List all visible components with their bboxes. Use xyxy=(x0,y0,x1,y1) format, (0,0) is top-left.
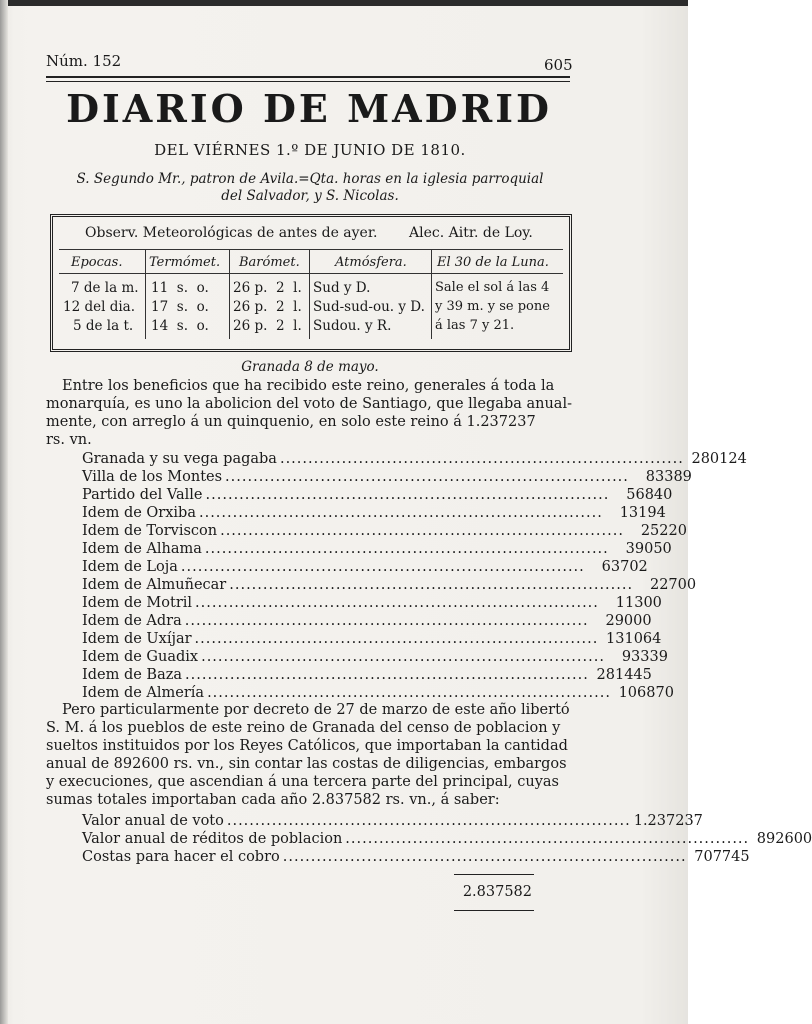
place-name: Idem de Almuñecar xyxy=(82,577,227,593)
list-item xyxy=(82,683,674,701)
list-item xyxy=(82,467,692,485)
row-1-atmos: Sud y D. xyxy=(313,280,371,296)
row-3-atmos: Sudou. y R. xyxy=(313,318,392,334)
summary-amount: 1.237237 xyxy=(633,813,703,829)
leader-dots: ........................................................................ xyxy=(198,505,603,521)
leader-dots: ........................................................................ xyxy=(185,667,589,683)
weather-col-divider xyxy=(309,249,310,339)
leader-dots: ........................................................................ xyxy=(229,577,634,593)
article-intro xyxy=(46,377,572,449)
list-item xyxy=(82,593,662,611)
col-termometro: Termómet. xyxy=(149,255,221,270)
row-1-baro: 26 p. 2 l. xyxy=(233,280,302,296)
weather-rule-top xyxy=(59,249,563,250)
leader-dots: ........................................................................ xyxy=(220,523,624,539)
list-item xyxy=(82,665,652,683)
place-name: Idem de Torviscon xyxy=(82,523,218,539)
leader-dots: ........................................................................ xyxy=(194,631,599,647)
top-rule xyxy=(46,76,570,78)
summary-label: Valor anual de voto xyxy=(82,813,224,829)
issue-number: Núm. 152 xyxy=(46,52,122,70)
place-name: Idem de Baza xyxy=(82,667,183,683)
amount: 83389 xyxy=(645,469,692,485)
place-name: Idem de Almería xyxy=(82,685,205,701)
amount: 22700 xyxy=(649,577,697,593)
list-item xyxy=(82,557,648,575)
row-1-epoca: 7 de la m. xyxy=(71,280,139,296)
place-name: Idem de Adra xyxy=(82,613,182,629)
list-item xyxy=(82,611,652,629)
amount: 106870 xyxy=(618,685,674,701)
leader-dots: ........................................................................ xyxy=(225,469,629,485)
place-name: Idem de Orxiba xyxy=(82,505,196,521)
amount: 93339 xyxy=(621,649,668,665)
row-2-epoca: 12 del dia. xyxy=(63,299,136,315)
col-luna: El 30 de la Luna. xyxy=(437,255,549,270)
amount: 39050 xyxy=(625,541,672,557)
place-name: Idem de Loja xyxy=(82,559,178,575)
text-line: Pero particularmente por decreto de 27 de marzo de este año libertó xyxy=(62,702,570,718)
amount: 281445 xyxy=(596,667,652,683)
saint-line-2: del Salvador, y S. Nicolas. xyxy=(221,188,399,204)
summary-item xyxy=(82,829,812,847)
leader-dots: ........................................................................ xyxy=(207,685,611,701)
weather-attribution: Alec. Aitr. de Loy. xyxy=(409,225,533,241)
moon-line-3: á las 7 y 21. xyxy=(435,318,515,333)
leader-dots: ........................................................................ xyxy=(226,813,631,829)
weather-col-divider xyxy=(431,249,432,339)
place-name: Partido del Valle xyxy=(82,487,203,503)
list-item xyxy=(82,521,687,539)
amount: 29000 xyxy=(605,613,652,629)
leader-dots: ........................................................................ xyxy=(195,595,599,611)
summary-amount: 892600 xyxy=(756,831,812,847)
page-number: 605 xyxy=(544,56,573,74)
row-1-termo: 11 s. o. xyxy=(151,280,209,296)
sum-rule xyxy=(454,874,534,875)
row-3-epoca: 5 de la t. xyxy=(73,318,134,334)
list-item xyxy=(82,503,666,521)
weather-rule-head xyxy=(59,273,563,274)
saint-line-1: S. Segundo Mr., patron de Avila.=Qta. horas en la iglesia parroquial xyxy=(76,171,544,187)
place-name: Idem de Guadix xyxy=(82,649,199,665)
top-rule-thin xyxy=(46,81,570,82)
text-line: y execuciones, que ascendian á una tercera parte del principal, cuyas xyxy=(46,774,559,790)
text-line: Entre los beneficios que ha recibido este reino, generales á toda la xyxy=(62,378,555,394)
row-3-baro: 26 p. 2 l. xyxy=(233,318,302,334)
list-item xyxy=(82,575,697,593)
amount: 280124 xyxy=(691,451,747,467)
article-paragraph-2 xyxy=(46,701,572,809)
leader-dots: ........................................................................ xyxy=(180,559,585,575)
text-line: S. M. á los pueblos de este reino de Granada del censo de poblacion y xyxy=(46,720,561,736)
leader-dots: ........................................................................ xyxy=(282,849,687,865)
scan-top-border xyxy=(0,0,688,6)
row-2-baro: 26 p. 2 l. xyxy=(233,299,302,315)
leader-dots: ........................................................................ xyxy=(184,613,589,629)
amount: 56840 xyxy=(626,487,673,503)
moon-line-1: Sale el sol á las 4 xyxy=(435,280,550,295)
place-name: Idem de Uxíjar xyxy=(82,631,192,647)
text-line: sueltos instituidos por los Reyes Católicos, que importaban la cantidad xyxy=(46,738,568,754)
text-line: rs. vn. xyxy=(46,432,92,448)
sum-rule-bottom xyxy=(454,910,534,911)
place-name: Granada y su vega pagaba xyxy=(82,451,277,467)
total-amount: 2.837582 xyxy=(462,884,532,900)
leader-dots: ........................................................................ xyxy=(279,451,684,467)
summary-item xyxy=(82,811,703,829)
list-item xyxy=(82,485,673,503)
summary-amount: 707745 xyxy=(694,849,750,865)
place-name: Villa de los Montes xyxy=(82,469,223,485)
text-line: sumas totales importaban cada año 2.837582 rs. vn., á saber: xyxy=(46,792,500,808)
leader-dots: ........................................................................ xyxy=(204,541,609,557)
col-epocas: Epocas. xyxy=(71,255,123,270)
place-name: Idem de Alhama xyxy=(82,541,202,557)
leader-dots: ........................................................................ xyxy=(205,487,610,503)
col-barometro: Barómet. xyxy=(239,255,300,270)
masthead-title: DIARIO DE MADRID xyxy=(66,86,552,131)
article-heading: Granada 8 de mayo. xyxy=(241,359,379,375)
list-item xyxy=(82,629,662,647)
amount: 11300 xyxy=(615,595,662,611)
weather-table xyxy=(50,214,572,352)
text-line: mente, con arreglo á un quinquenio, en solo este reino á 1.237237 xyxy=(46,414,536,430)
dateline: DEL VIÉRNES 1.º DE JUNIO DE 1810. xyxy=(154,141,466,159)
list-item xyxy=(82,449,747,467)
scan-left-edge xyxy=(0,0,8,1024)
row-3-termo: 14 s. o. xyxy=(151,318,209,334)
list-item xyxy=(82,539,672,557)
text-line: monarquía, es uno la abolicion del voto de Santiago, que llegaba anual- xyxy=(46,396,572,412)
moon-line-2: y 39 m. y se pone xyxy=(435,299,550,314)
row-2-termo: 17 s. o. xyxy=(151,299,209,315)
col-atmosfera: Atmósfera. xyxy=(335,255,407,270)
text-line: anual de 892600 rs. vn., sin contar las costas de diligencias, embargos xyxy=(46,756,567,772)
amount: 131064 xyxy=(606,631,662,647)
weather-title: Observ. Meteorológicas de antes de ayer. xyxy=(85,225,378,241)
summary-item xyxy=(82,847,750,865)
leader-dots: ........................................................................ xyxy=(345,831,750,847)
amount: 13194 xyxy=(619,505,666,521)
weather-col-divider xyxy=(145,249,146,339)
weather-col-divider xyxy=(229,249,230,339)
amount: 63702 xyxy=(601,559,648,575)
amount: 25220 xyxy=(640,523,687,539)
list-item xyxy=(82,647,668,665)
place-name: Idem de Motril xyxy=(82,595,193,611)
row-2-atmos: Sud-sud-ou. y D. xyxy=(313,299,425,315)
summary-label: Valor anual de réditos de poblacion xyxy=(82,831,343,847)
leader-dots: ........................................................................ xyxy=(201,649,605,665)
summary-label: Costas para hacer el cobro xyxy=(82,849,280,865)
